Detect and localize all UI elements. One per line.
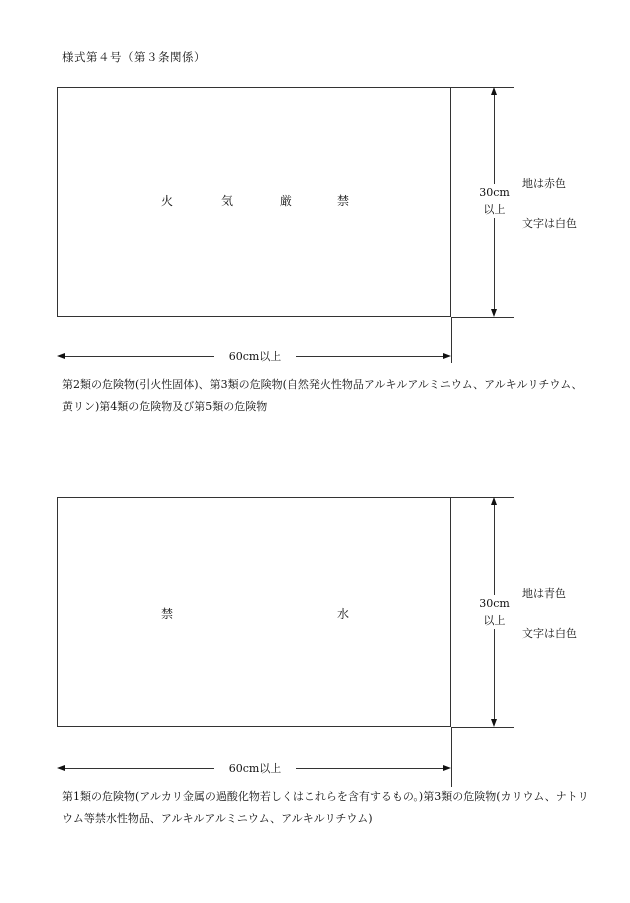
extension-line <box>451 87 514 88</box>
arrow-left-icon <box>57 765 65 771</box>
sign-char: 厳 <box>280 194 293 208</box>
extension-line <box>451 727 514 728</box>
ground-color-note: 地は赤色 <box>522 177 566 190</box>
width-label: 60cm以上 <box>214 760 296 777</box>
arrow-down-icon <box>491 719 497 727</box>
sign-description: 第2類の危険物(引火性固体)、第3類の危険物(自然発火性物品アルキルアルミニウム、アルキルリチウム、黄リン)第4類の危険物及び第5類の危険物 <box>62 378 583 413</box>
width-label: 60cm以上 <box>214 348 296 365</box>
sign-char: 火 <box>161 194 174 208</box>
height-value: 30cm <box>479 597 510 610</box>
height-suffix: 以上 <box>483 614 506 627</box>
ground-color-note: 地は青色 <box>522 587 566 600</box>
text-color-note: 文字は白色 <box>522 217 577 230</box>
arrow-right-icon <box>443 353 451 359</box>
height-label <box>478 595 511 629</box>
form-title: 様式第４号（第３条関係） <box>62 50 206 64</box>
height-value: 30cm <box>479 186 510 199</box>
sign-char: 禁 <box>337 194 350 208</box>
sign-board <box>57 497 451 727</box>
text-color-note: 文字は白色 <box>522 627 577 640</box>
arrow-down-icon <box>491 309 497 317</box>
arrow-right-icon <box>443 765 451 771</box>
sign-board <box>57 87 451 317</box>
extension-line <box>451 497 514 498</box>
arrow-up-icon <box>491 497 497 505</box>
sign-description: 第1類の危険物(アルカリ金属の過酸化物若しくはこれらを含有するもの。)第3類の危険物(カリウム、ナトリウム等禁水性物品、アルキルアルミニウム、アルキルリチウム) <box>62 790 589 825</box>
arrow-up-icon <box>491 87 497 95</box>
arrow-left-icon <box>57 353 65 359</box>
height-suffix: 以上 <box>483 203 506 216</box>
extension-line <box>451 317 452 363</box>
height-label <box>478 184 511 218</box>
sign-char: 禁 <box>161 607 174 621</box>
extension-line <box>451 317 514 318</box>
extension-line <box>451 727 452 787</box>
sign-char: 気 <box>221 194 234 208</box>
sign-char: 水 <box>337 607 350 621</box>
